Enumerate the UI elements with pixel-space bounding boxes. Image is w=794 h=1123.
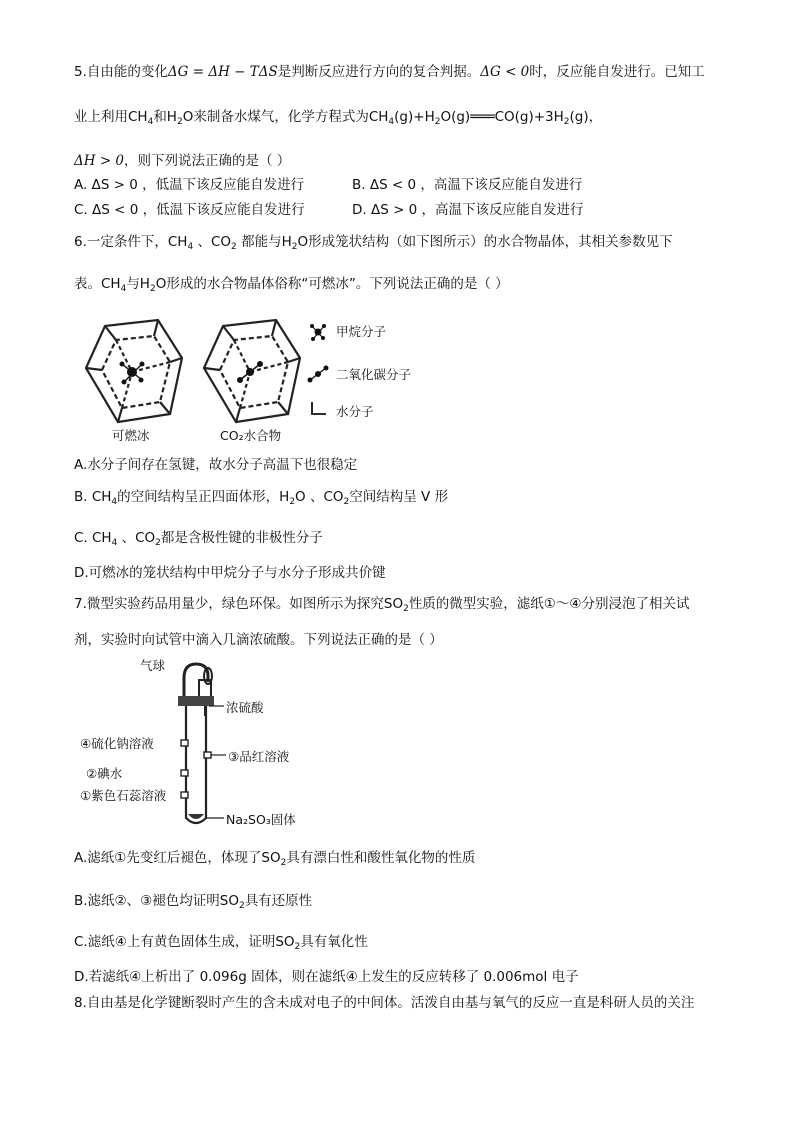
q5-text: 和H — [153, 109, 177, 125]
paper1-label: ①紫色石蕊溶液 — [80, 788, 167, 803]
q5-line3 — [74, 151, 290, 171]
q5-option-a: A. ΔS > 0 ，低温下该反应能自发进行 — [74, 177, 305, 193]
stopper — [178, 696, 214, 706]
legend-co2-icon — [308, 366, 329, 383]
legend-methane-label: 甲烷分子 — [336, 324, 387, 339]
q6-text: 都能与H — [236, 234, 292, 250]
subscript: 2 — [403, 604, 409, 614]
legend-methane-icon — [310, 324, 326, 341]
acid-label: 浓硫酸 — [226, 700, 264, 715]
q6-option-c — [74, 528, 323, 548]
q5-option-d: D. ΔS > 0 ，高温下该反应能自发进行 — [352, 202, 584, 218]
q5-formula: ΔG < 0 — [480, 64, 530, 80]
q5-text: (g)， — [569, 109, 603, 125]
q5-option-b: B. ΔS < 0 ，高温下该反应能自发进行 — [352, 177, 583, 193]
q5-text: 业上利用CH — [74, 109, 148, 125]
cage2-label: CO₂水合物 — [220, 428, 282, 443]
q5-formula: ΔH > 0 — [74, 153, 125, 169]
q5-text: ，则下列说法正确的是（ ） — [124, 153, 291, 169]
q5-text: O(g)═══CO(g)+3H — [440, 109, 564, 125]
q7-text: B.滤纸②、③褪色均证明SO — [74, 893, 239, 909]
q7-option-b — [74, 891, 312, 911]
q7-option-c — [74, 932, 368, 952]
q5-text: 是判断反应进行方向的复合判据。 — [277, 64, 481, 80]
q5-text: (g)+H — [394, 109, 435, 125]
q6-text: 的空间结构呈正四面体形，H — [117, 489, 290, 505]
q6-text: 、CO — [193, 234, 232, 250]
q7-option-a — [74, 848, 475, 868]
q6-text: O形成的水合物晶体俗称“可燃冰”。下列说法正确的是（ ） — [155, 276, 509, 292]
q6-text: 与H — [126, 276, 150, 292]
q6-text: B. CH — [74, 489, 112, 505]
q5-option-c: C. ΔS < 0 ，低温下该反应能自发进行 — [74, 202, 305, 218]
q7-option-d: D.若滤纸④上析出了 0.096g 固体，则在滤纸④上发生的反应转移了 0.006mol 电子 — [74, 969, 579, 985]
legend-water-label: 水分子 — [336, 404, 374, 419]
q7-line1 — [74, 594, 690, 614]
q7-text: 具有漂白性和酸性氧化物的性质 — [286, 850, 476, 866]
q7-text: 具有氧化性 — [300, 934, 368, 950]
q7-text: 具有还原性 — [244, 893, 313, 909]
q6-option-b — [74, 487, 448, 507]
q7-text: 性质的微型实验，滤纸①～④分别浸泡了相关试 — [408, 596, 690, 612]
q7-apparatus-figure — [74, 656, 304, 834]
subscript: 4 — [388, 117, 395, 127]
solid-sample — [188, 814, 204, 819]
q5-formula: ΔG = ΔH − TΔS — [167, 64, 278, 80]
subscript: 2 — [289, 497, 296, 507]
q5-line2 — [74, 107, 602, 127]
q6-text: O 、CO — [295, 489, 344, 505]
q6-line2 — [74, 274, 509, 294]
q5-text: O来制备水煤气，化学方程式为CH — [182, 109, 389, 125]
subscript: 2 — [291, 242, 298, 252]
subscript: 2 — [343, 497, 350, 507]
q6-text: 空间结构呈 V 形 — [349, 489, 449, 505]
q6-text: 都是含极性键的非极性分子 — [160, 530, 323, 546]
cage1-label: 可燃冰 — [112, 428, 150, 443]
subscript: 2 — [176, 117, 183, 127]
q5-text: 5.自由能的变化 — [74, 64, 168, 80]
q6-text: O形成笼状结构（如下图所示）的水合物晶体，其相关参数见下 — [297, 234, 673, 250]
subscript: 2 — [294, 942, 301, 952]
q5-text: 时，反应能自发进行。已知工 — [529, 64, 705, 80]
q7-text: A.滤纸①先变红后褪色，体现了SO — [74, 850, 281, 866]
subscript: 2 — [155, 538, 161, 548]
q6-hydrate-figure — [74, 312, 412, 446]
paper4-label: ④硫化钠溶液 — [80, 736, 154, 751]
q7-text: 7.微型实验药品用量少，绿色环保。如图所示为探究SO — [74, 596, 404, 612]
subscript: 2 — [280, 858, 287, 868]
subscript: 2 — [149, 284, 156, 294]
subscript: 4 — [147, 117, 154, 127]
q8-line1: 8.自由基是化学键断裂时产生的含未成对电子的中间体。活泼自由基与氧气的反应一直是科研人员的关注 — [74, 995, 695, 1011]
q7-line2: 剂，实验时向试管中滴入几滴浓硫酸。下列说法正确的是（ ） — [74, 632, 443, 648]
balloon-label: 气球 — [140, 658, 166, 673]
solid-label: Na₂SO₃固体 — [226, 812, 296, 827]
paper2-label: ②碘水 — [86, 766, 123, 781]
legend-water-icon — [312, 402, 326, 414]
q6-line1 — [74, 232, 673, 252]
q6-text: 、CO — [117, 530, 156, 546]
subscript: 2 — [563, 117, 570, 127]
q5-line1 — [74, 62, 705, 82]
methane-molecule — [120, 362, 145, 385]
q6-text: 表。CH — [74, 276, 121, 292]
q6-option-a: A.水分子间存在氢键，故水分子高温下也很稳定 — [74, 457, 358, 473]
test-tube — [186, 706, 206, 823]
subscript: 4 — [111, 497, 118, 507]
co2-molecule — [237, 361, 263, 383]
label-leader-lines — [206, 706, 226, 818]
q6-text: C. CH — [74, 530, 112, 546]
subscript: 4 — [120, 284, 127, 294]
q7-text: C.滤纸④上有黄色固体生成，证明SO — [74, 934, 295, 950]
q6-text: 6.一定条件下，CH — [74, 234, 188, 250]
q6-option-d: D.可燃冰的笼状结构中甲烷分子与水分子形成共价键 — [74, 565, 386, 581]
subscript: 2 — [231, 242, 237, 252]
subscript: 2 — [238, 901, 245, 911]
subscript: 4 — [187, 242, 194, 252]
legend-co2-label: 二氧化碳分子 — [336, 367, 412, 382]
paper3-label: ③品红溶液 — [228, 749, 290, 764]
subscript: 2 — [434, 117, 441, 127]
subscript: 4 — [111, 538, 118, 548]
